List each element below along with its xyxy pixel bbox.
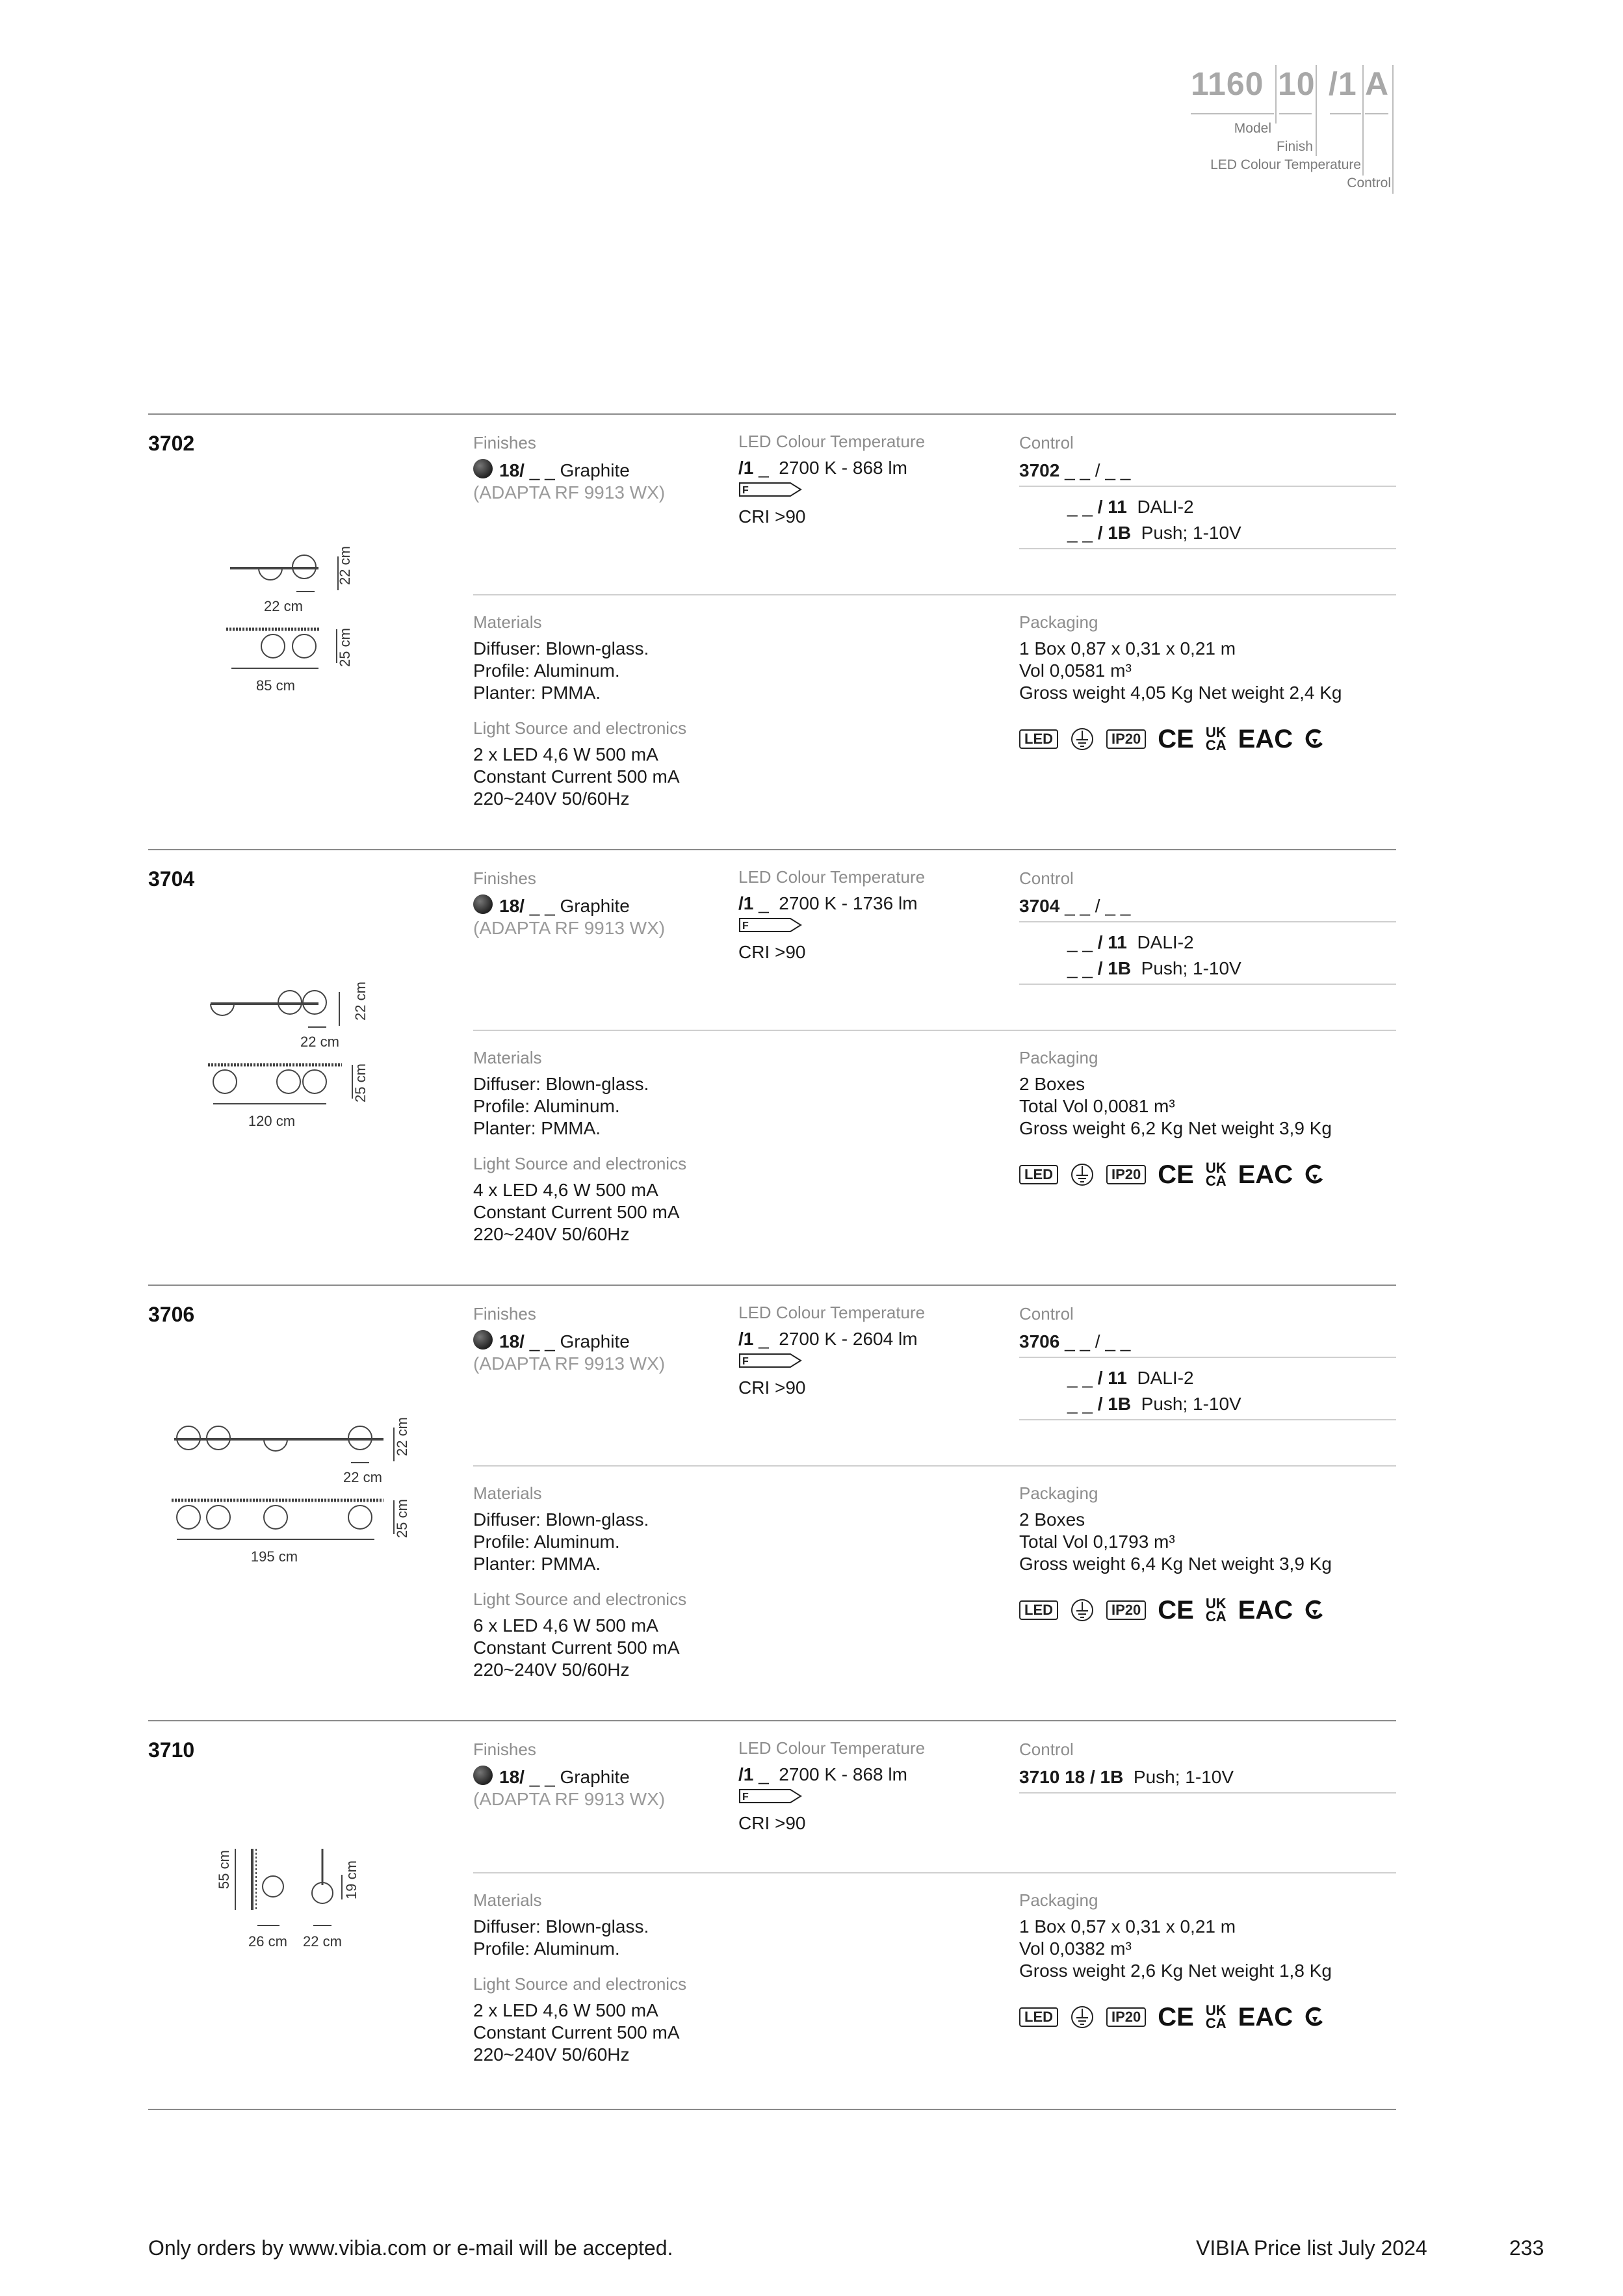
recycle-mark-icon — [1305, 727, 1325, 751]
product-section — [148, 413, 1396, 849]
finishes-block: Finishes 18/ _ _ Graphite (ADAPTA RF 9913 WX) — [473, 433, 733, 504]
dim-width-label: 26 cm — [248, 1933, 287, 1950]
footer-orders-note: Only orders by www.vibia.com or e-mail will be accepted. — [148, 2236, 673, 2260]
legend-underline-control — [1365, 113, 1388, 114]
legend-divider — [1275, 65, 1277, 124]
ukca-mark-icon: UK CA — [1205, 1595, 1227, 1624]
legend-code-model: 1160 — [1191, 66, 1264, 102]
product-section — [148, 849, 1396, 1285]
legend-code-control: A — [1365, 66, 1390, 102]
dim-width-label: 85 cm — [256, 677, 295, 694]
dim-width-label: 22 cm — [264, 598, 303, 614]
led-icon: LED — [1019, 2007, 1058, 2027]
legend-code-led: /1 — [1329, 66, 1357, 102]
energy-class-icon — [738, 1353, 803, 1368]
control-block: Control 3706 _ _ / _ _ _ _ / 11 DALI-2 _ _ / 1B Push; 1-10V — [1019, 1304, 1396, 1420]
legend-divider — [1392, 65, 1394, 194]
packaging-block: Packaging 1 Box 0,57 x 0,31 x 0,21 m Vol 0,0382 m³ Gross weight 2,6 Kg Net weight 1,8 Kg LED IP20 CE UK CA EAC — [1019, 1890, 1396, 2030]
svg-text:F: F — [742, 1356, 749, 1367]
dim-height-label: 25 cm — [352, 1063, 369, 1102]
energy-class-icon — [738, 482, 803, 497]
led-block: LED Colour Temperature /1 _ 2700 K - 868 lm F CRI >90 — [738, 1738, 926, 1833]
materials-block: Materials Diffuser: Blown-glass. Profile: Aluminum. Light Source and electronics 2 x LED 4,6 W 500 mA Constant Current 500 mA 220~240V 50/60Hz — [473, 1890, 687, 2065]
legend-underline-model — [1191, 113, 1274, 114]
page-number: 233 — [1509, 2236, 1544, 2260]
product-section — [148, 1720, 1396, 2110]
dim-width-label: 120 cm — [248, 1113, 296, 1129]
product-dimension-drawing — [148, 1286, 460, 1721]
led-block: LED Colour Temperature /1 _ 2700 K - 2604 lm F CRI >90 — [738, 1303, 926, 1398]
led-icon: LED — [1019, 1600, 1058, 1620]
earth-ground-icon — [1070, 727, 1095, 751]
graphite-swatch-icon — [473, 1330, 493, 1350]
legend-label-led: LED Colour Temperature — [1210, 157, 1361, 172]
ip20-icon: IP20 — [1106, 1165, 1146, 1184]
ce-mark-icon: CE — [1158, 725, 1194, 753]
ce-mark-icon: CE — [1158, 2003, 1194, 2031]
packaging-block: Packaging 2 Boxes Total Vol 0,1793 m³ Gross weight 6,4 Kg Net weight 3,9 Kg LED IP20 CE UK CA EAC — [1019, 1483, 1396, 1623]
earth-ground-icon — [1070, 1162, 1095, 1187]
materials-block: Materials Diffuser: Blown-glass. Profile: Aluminum. Planter: PMMA. Light Source and electronics 2 x LED 4,6 W 500 mA Constant Current 500 mA 220~240V 50/60Hz — [473, 612, 687, 809]
ukca-mark-icon: UK CA — [1205, 724, 1227, 753]
code-legend — [1157, 65, 1404, 202]
certification-icons — [1019, 1162, 1396, 1188]
control-block: Control 3710 18 / 1B Push; 1-10V — [1019, 1740, 1396, 1794]
eac-mark-icon: EAC — [1238, 725, 1293, 753]
eac-mark-icon: EAC — [1238, 1596, 1293, 1624]
ukca-mark-icon: UK CA — [1205, 1160, 1227, 1189]
finishes-block: Finishes 18/ _ _ Graphite (ADAPTA RF 9913 WX) — [473, 868, 666, 938]
legend-code-finish: 10 — [1278, 66, 1316, 102]
dim-width-label: 195 cm — [250, 1548, 298, 1565]
materials-block: Materials Diffuser: Blown-glass. Profile: Aluminum. Planter: PMMA. Light Source and electronics 4 x LED 4,6 W 500 mA Constant Current 500 mA 220~240V 50/60Hz — [473, 1048, 687, 1244]
recycle-mark-icon — [1305, 1598, 1325, 1622]
section-divider — [473, 1465, 1396, 1467]
finishes-heading: Finishes — [473, 433, 536, 452]
graphite-swatch-icon — [473, 459, 493, 478]
section-divider — [473, 1030, 1396, 1031]
svg-text:F: F — [742, 920, 749, 932]
packaging-block: Packaging 2 Boxes Total Vol 0,0081 m³ Gross weight 6,2 Kg Net weight 3,9 Kg LED IP20 CE UK CA EAC — [1019, 1048, 1396, 1188]
dim-height-label: 25 cm — [337, 628, 353, 667]
dim-height-label: 22 cm — [352, 982, 369, 1021]
ip20-icon: IP20 — [1106, 729, 1146, 749]
dim-height-label: 22 cm — [337, 546, 353, 585]
eac-mark-icon: EAC — [1238, 1160, 1293, 1189]
model-number: 3704 — [148, 867, 195, 891]
product-dimension-drawing — [148, 415, 460, 850]
earth-ground-icon — [1070, 2005, 1095, 2029]
ce-mark-icon: CE — [1158, 1160, 1194, 1189]
ip20-icon: IP20 — [1106, 2007, 1146, 2027]
finishes-block: Finishes 18/ _ _ Graphite (ADAPTA RF 9913 WX) — [473, 1304, 666, 1374]
svg-text:F: F — [742, 1792, 749, 1803]
ukca-mark-icon: UK CA — [1205, 2002, 1227, 2031]
legend-label-control: Control — [1347, 176, 1391, 190]
recycle-mark-icon — [1305, 2005, 1325, 2029]
model-number: 3706 — [148, 1303, 195, 1326]
certification-icons — [1019, 726, 1396, 752]
ip20-icon: IP20 — [1106, 1600, 1146, 1620]
cri-value: CRI >90 — [738, 506, 806, 527]
section-divider — [473, 1872, 1396, 1873]
earth-ground-icon — [1070, 1598, 1095, 1623]
eac-mark-icon: EAC — [1238, 2003, 1293, 2031]
graphite-swatch-icon — [473, 894, 493, 914]
finishes-block: Finishes 18/ _ _ Graphite (ADAPTA RF 9913 WX) — [473, 1740, 666, 1809]
recycle-mark-icon — [1305, 1163, 1325, 1186]
certification-icons — [1019, 1597, 1396, 1623]
packaging-block: Packaging 1 Box 0,87 x 0,31 x 0,21 m Vol 0,0581 m³ Gross weight 4,05 Kg Net weight 2,4 Kg LED IP20 CE UK CA EAC — [1019, 612, 1396, 752]
ce-mark-icon: CE — [1158, 1596, 1194, 1624]
energy-class-icon — [738, 917, 803, 933]
control-code: 3702 — [1019, 460, 1060, 480]
product-dimension-drawing — [148, 850, 460, 1286]
legend-underline-led — [1330, 113, 1361, 114]
finish-note: (ADAPTA RF 9913 WX) — [473, 482, 666, 502]
dim-height-label: 22 cm — [394, 1417, 410, 1456]
dim-height-label: 19 cm — [343, 1860, 359, 1899]
graphite-swatch-icon — [473, 1766, 493, 1785]
led-value: 2700 K - 868 lm — [779, 458, 907, 478]
legend-divider — [1362, 65, 1364, 176]
led-block: LED Colour Temperature /1 _ 2700 K - 868 lm F CRI >90 — [738, 432, 1011, 528]
materials-block: Materials Diffuser: Blown-glass. Profile: Aluminum. Planter: PMMA. Light Source and electronics 6 x LED 4,6 W 500 mA Constant Current 500 mA 220~240V 50/60Hz — [473, 1483, 687, 1680]
dim-height-label: 55 cm — [216, 1850, 232, 1889]
finish-code: 18/ — [499, 460, 525, 480]
dim-width-label: 22 cm — [300, 1034, 339, 1050]
legend-divider — [1316, 65, 1317, 156]
dim-height-label: 25 cm — [394, 1499, 410, 1538]
control-heading: Control — [1019, 433, 1074, 452]
footer-pricelist: VIBIA Price list July 2024 — [1196, 2236, 1427, 2260]
dim-width-label: 22 cm — [303, 1933, 342, 1950]
led-icon: LED — [1019, 1165, 1058, 1184]
section-divider — [473, 594, 1396, 595]
finish-name: Graphite — [560, 460, 630, 480]
control-block: Control 3702 _ _ / _ _ _ _ / 11 DALI-2 _ _ / 1B Push; 1-10V — [1019, 433, 1396, 549]
product-section — [148, 1285, 1396, 1720]
control-block: Control 3704 _ _ / _ _ _ _ / 11 DALI-2 _ _ / 1B Push; 1-10V — [1019, 868, 1396, 985]
led-block: LED Colour Temperature /1 _ 2700 K - 1736 lm F CRI >90 — [738, 867, 926, 962]
led-icon: LED — [1019, 729, 1058, 749]
model-number: 3710 — [148, 1738, 195, 1762]
svg-text:F: F — [742, 485, 749, 496]
product-dimension-drawing — [148, 1721, 460, 2111]
energy-class-icon — [738, 1788, 803, 1804]
model-number: 3702 — [148, 432, 195, 455]
dim-width-label: 22 cm — [343, 1469, 382, 1485]
legend-label-model: Model — [1234, 121, 1271, 136]
legend-label-finish: Finish — [1276, 139, 1313, 154]
led-heading: LED Colour Temperature — [738, 432, 926, 451]
certification-icons — [1019, 2004, 1396, 2030]
legend-underline-finish — [1279, 113, 1312, 114]
